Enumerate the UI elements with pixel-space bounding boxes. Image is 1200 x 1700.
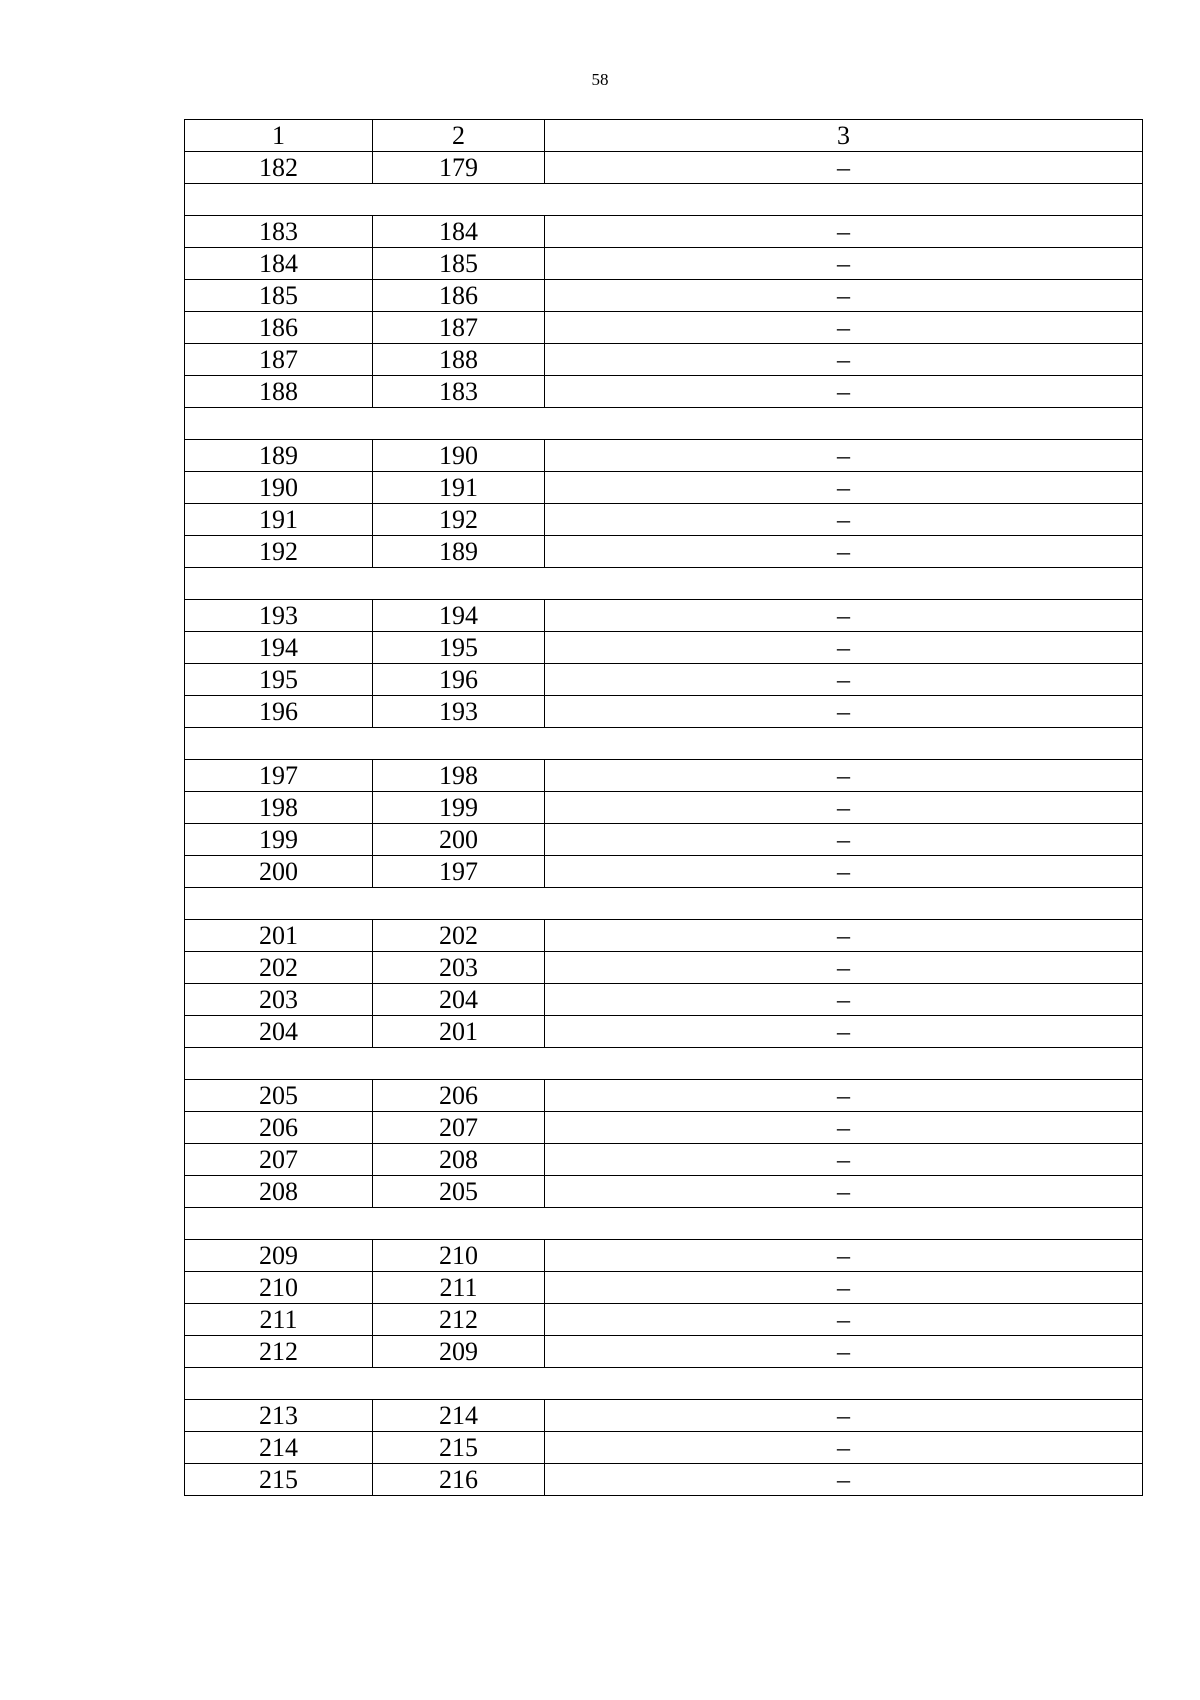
table-cell-col1: 206 [185,1112,373,1144]
separator-cell [185,1048,1143,1080]
table-cell-col3: – [545,664,1143,696]
table-cell-col1: 204 [185,1016,373,1048]
table-row [185,920,1143,952]
table-cell-col1: 196 [185,696,373,728]
table-row [185,440,1143,472]
table-row [185,1080,1143,1112]
table-cell-col3: – [545,760,1143,792]
table-cell-col3: – [545,600,1143,632]
table-cell-col2: 190 [373,440,545,472]
table-cell-col1: 203 [185,984,373,1016]
header-cell-1: 1 [185,120,373,152]
table-cell-col1: 192 [185,536,373,568]
table-cell-col2: 195 [373,632,545,664]
table-cell-col1: 199 [185,824,373,856]
separator-cell [185,568,1143,600]
separator-cell [185,1208,1143,1240]
table-cell-col1: 211 [185,1304,373,1336]
table-cell-col1: 202 [185,952,373,984]
table-cell-col2: 200 [373,824,545,856]
table-cell-col2: 196 [373,664,545,696]
table-row [185,1176,1143,1208]
table-cell-col1: 209 [185,1240,373,1272]
table-cell-col1: 200 [185,856,373,888]
table-cell-col1: 189 [185,440,373,472]
table-cell-col3: – [545,536,1143,568]
table-cell-col3: – [545,216,1143,248]
group-separator-row [185,728,1143,760]
table-row [185,1336,1143,1368]
table-cell-col3: – [545,1432,1143,1464]
table-cell-col2: 207 [373,1112,545,1144]
table-cell-col3: – [545,504,1143,536]
table-cell-col1: 210 [185,1272,373,1304]
table-cell-col1: 183 [185,216,373,248]
table-row [185,600,1143,632]
table-row [185,536,1143,568]
table-cell-col1: 205 [185,1080,373,1112]
table-cell-col1: 197 [185,760,373,792]
table-cell-col1: 213 [185,1400,373,1432]
table-cell-col3: – [545,984,1143,1016]
table-body [185,120,1143,1496]
table-row [185,664,1143,696]
table-cell-col3: – [545,312,1143,344]
table-row [185,248,1143,280]
table-cell-col1: 193 [185,600,373,632]
table-cell-col3: – [545,344,1143,376]
table-cell-col3: – [545,920,1143,952]
table-cell-col2: 210 [373,1240,545,1272]
table-cell-col1: 194 [185,632,373,664]
table-cell-col1: 187 [185,344,373,376]
table-row [185,344,1143,376]
table-cell-col3: – [545,1240,1143,1272]
table-cell-col2: 188 [373,344,545,376]
table-row [185,152,1143,184]
table-cell-col3: – [545,1176,1143,1208]
table-row [185,504,1143,536]
table-cell-col2: 189 [373,536,545,568]
table-cell-col2: 179 [373,152,545,184]
group-separator-row [185,568,1143,600]
table-cell-col2: 202 [373,920,545,952]
table-cell-col1: 195 [185,664,373,696]
table-cell-col2: 199 [373,792,545,824]
table-cell-col2: 198 [373,760,545,792]
table-cell-col2: 212 [373,1304,545,1336]
table-cell-col1: 185 [185,280,373,312]
table-cell-col3: – [545,1336,1143,1368]
table-cell-col3: – [545,632,1143,664]
table-cell-col1: 188 [185,376,373,408]
group-separator-row [185,408,1143,440]
table-cell-col1: 190 [185,472,373,504]
table-cell-col1: 212 [185,1336,373,1368]
table-row [185,1016,1143,1048]
table-cell-col3: – [545,1016,1143,1048]
header-cell-2: 2 [373,120,545,152]
separator-cell [185,408,1143,440]
table-cell-col2: 203 [373,952,545,984]
table-cell-col3: – [545,152,1143,184]
table-cell-col3: – [545,248,1143,280]
table-cell-col3: – [545,1080,1143,1112]
separator-cell [185,1368,1143,1400]
separator-cell [185,184,1143,216]
table-cell-col2: 183 [373,376,545,408]
group-separator-row [185,1368,1143,1400]
separator-cell [185,888,1143,920]
page-number: 58 [591,70,609,89]
table-row [185,984,1143,1016]
table-cell-col1: 191 [185,504,373,536]
table-row [185,1144,1143,1176]
table-cell-col2: 193 [373,696,545,728]
table-cell-col3: – [545,792,1143,824]
table-header-row [185,120,1143,152]
table-cell-col2: 204 [373,984,545,1016]
table-cell-col1: 215 [185,1464,373,1496]
table-cell-col2: 185 [373,248,545,280]
table-cell-col1: 214 [185,1432,373,1464]
table-cell-col3: – [545,1144,1143,1176]
table-cell-col3: – [545,1400,1143,1432]
table-cell-col2: 194 [373,600,545,632]
table-row [185,952,1143,984]
group-separator-row [185,888,1143,920]
group-separator-row [185,184,1143,216]
table-cell-col2: 206 [373,1080,545,1112]
table-row [185,856,1143,888]
table-row [185,760,1143,792]
table-row [185,280,1143,312]
table-cell-col2: 205 [373,1176,545,1208]
table-cell-col2: 216 [373,1464,545,1496]
table-cell-col2: 191 [373,472,545,504]
table-row [185,1112,1143,1144]
separator-cell [185,728,1143,760]
table-cell-col1: 184 [185,248,373,280]
table-row [185,1400,1143,1432]
table-cell-col3: – [545,952,1143,984]
table-cell-col2: 208 [373,1144,545,1176]
table-cell-col3: – [545,824,1143,856]
table-cell-col2: 192 [373,504,545,536]
table-cell-col3: – [545,1112,1143,1144]
table-row [185,824,1143,856]
table-row [185,632,1143,664]
table-cell-col2: 187 [373,312,545,344]
table-row [185,792,1143,824]
table-row [185,1304,1143,1336]
table-cell-col1: 186 [185,312,373,344]
table-row [185,472,1143,504]
table-row [185,216,1143,248]
table-cell-col2: 214 [373,1400,545,1432]
data-table [184,119,1143,1496]
table-cell-col2: 209 [373,1336,545,1368]
table-row [185,1464,1143,1496]
table-cell-col3: – [545,280,1143,312]
table-cell-col1: 182 [185,152,373,184]
table-cell-col1: 201 [185,920,373,952]
table-cell-col2: 215 [373,1432,545,1464]
table-row [185,312,1143,344]
table-row [185,1272,1143,1304]
table-cell-col3: – [545,1272,1143,1304]
table-cell-col2: 211 [373,1272,545,1304]
table-cell-col3: – [545,376,1143,408]
table-cell-col2: 186 [373,280,545,312]
table-cell-col3: – [545,440,1143,472]
table-row [185,376,1143,408]
table-cell-col2: 197 [373,856,545,888]
table-cell-col3: – [545,856,1143,888]
group-separator-row [185,1208,1143,1240]
table-row [185,1432,1143,1464]
table-cell-col3: – [545,1464,1143,1496]
header-cell-3: 3 [545,120,1143,152]
table-cell-col3: – [545,1304,1143,1336]
table-cell-col1: 208 [185,1176,373,1208]
table-row [185,696,1143,728]
table-cell-col1: 207 [185,1144,373,1176]
table-cell-col3: – [545,696,1143,728]
table-cell-col2: 201 [373,1016,545,1048]
table-cell-col2: 184 [373,216,545,248]
table-cell-col3: – [545,472,1143,504]
table-cell-col1: 198 [185,792,373,824]
group-separator-row [185,1048,1143,1080]
table-row [185,1240,1143,1272]
